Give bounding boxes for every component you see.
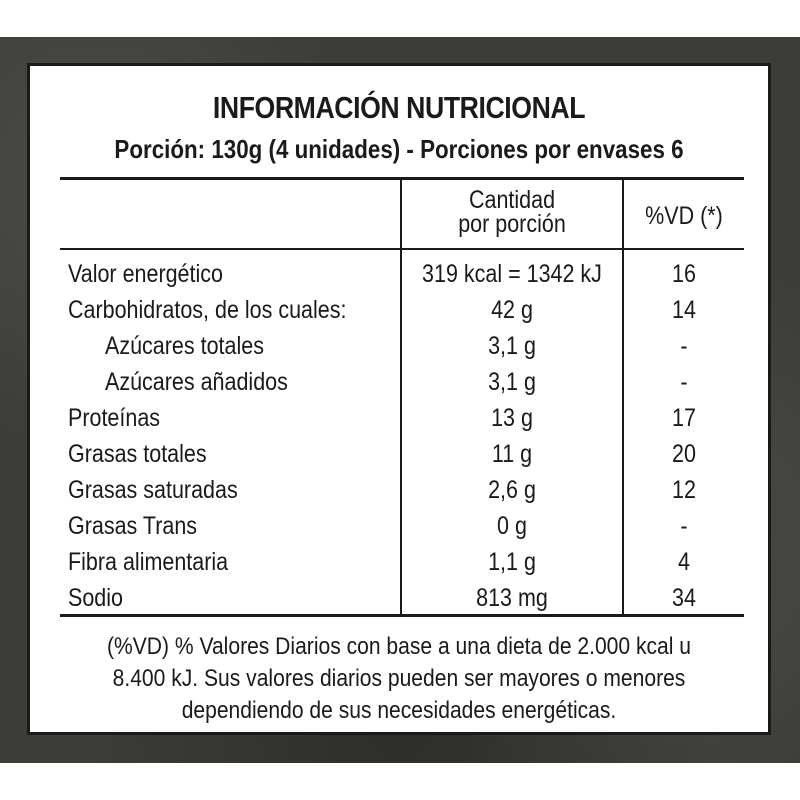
nutrient-dv: 12 <box>672 476 696 504</box>
nutrient-amount: 11 g <box>491 440 533 468</box>
nutrient-label: Grasas Trans <box>68 512 198 540</box>
nutrient-dv: 34 <box>672 584 696 612</box>
nutrient-amount: 42 g <box>491 296 533 324</box>
nutrient-dv: 20 <box>672 440 696 468</box>
nutrient-amount: 0 g <box>497 512 527 540</box>
nutrient-label: Azúcares añadidos <box>105 368 288 396</box>
nutrient-amount: 2,6 g <box>488 476 536 504</box>
nutrient-label: Grasas saturadas <box>68 476 238 504</box>
nutrient-dv: 17 <box>672 404 696 432</box>
footnote-line-1: (%VD) % Valores Diarios con base a una dieta de 2.000 kcal u <box>106 633 692 660</box>
nutrient-label: Azúcares totales <box>105 332 264 360</box>
nutrient-label: Grasas totales <box>68 440 207 468</box>
nutrient-amount: 1,1 g <box>488 548 536 576</box>
nutrient-label: Proteínas <box>68 404 161 432</box>
nutrient-label: Sodio <box>68 584 123 612</box>
nutrient-amount: 319 kcal = 1342 kJ <box>422 260 602 288</box>
footnote <box>82 631 717 727</box>
column-divider-2 <box>622 177 624 616</box>
nutrient-amount: 3,1 g <box>488 332 536 360</box>
nutrient-amount: 813 mg <box>476 584 548 612</box>
nutrient-dv: 14 <box>672 296 696 324</box>
nutrient-dv: 4 <box>678 548 690 576</box>
footnote-line-3: dependiendo de sus necesidades energéticas. <box>181 697 617 724</box>
serving-info: Porción: 130g (4 unidades) - Porciones por envases 6 <box>114 134 684 164</box>
table-bottom-rule <box>60 614 744 617</box>
amount-header-line1: Cantidad <box>468 186 556 214</box>
nutrition-facts-panel <box>27 63 771 735</box>
nutrient-label: Fibra alimentaria <box>68 548 229 576</box>
dv-header: %VD (*) <box>645 202 723 230</box>
nutrient-amount: 3,1 g <box>488 368 536 396</box>
nutrient-label: Carbohidratos, de los cuales: <box>68 296 347 324</box>
nutrient-dv: 16 <box>672 260 696 288</box>
nutrient-dv: - <box>680 332 688 360</box>
amount-header-line2: por porción <box>458 210 566 238</box>
nutrient-label: Valor energético <box>68 260 223 288</box>
nutrient-dv: - <box>680 368 688 396</box>
nutrient-dv: - <box>680 512 688 540</box>
column-divider-1 <box>400 177 402 616</box>
footnote-line-2: 8.400 kJ. Sus valores diarios pueden ser mayores o menores <box>112 665 686 692</box>
header-bottom-rule <box>60 248 744 250</box>
table-top-rule <box>60 177 744 180</box>
panel-title: INFORMACIÓN NUTRICIONAL <box>212 90 586 125</box>
nutrient-amount: 13 g <box>491 404 533 432</box>
